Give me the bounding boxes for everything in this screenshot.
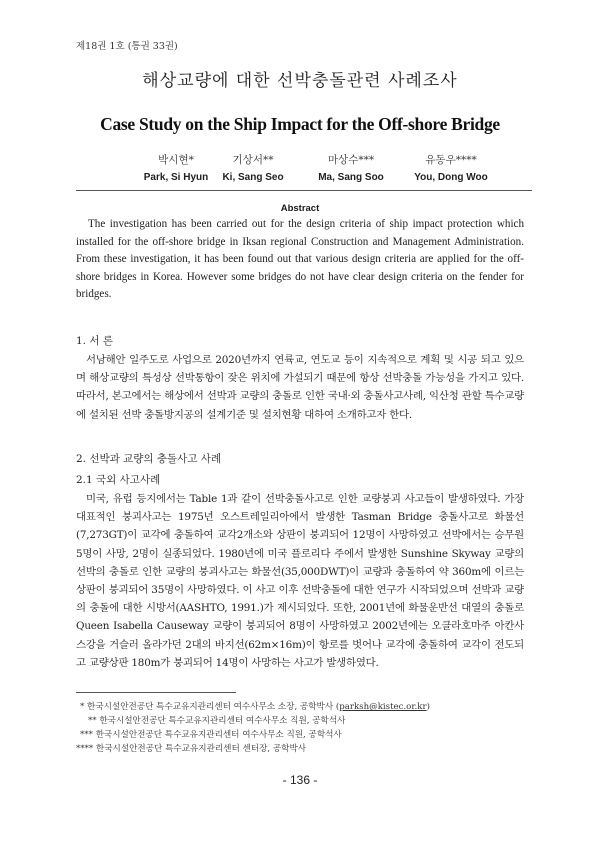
footnote-mark: ** [88,716,97,726]
footnote-close: ) [426,702,430,712]
author-name-korean: 기상서** [232,154,274,166]
title-korean: 해상교량에 대한 선박충돌관련 사례조사 [142,71,458,91]
author-name-korean: 박시현* [158,154,194,166]
footnote [76,742,306,754]
footnote-mark: * [80,702,85,712]
email-link[interactable]: parksh@kistec.or.kr [339,702,427,712]
author-name-english: You, Dong Woo [414,172,488,183]
abstract-heading: Abstract [280,203,320,214]
page-number: - 136 - [282,773,318,787]
footnote-text: 한국시설안전공단 특수교유지관리센터 여수사무소 소장, 공학박사 ( [87,702,340,712]
footnote [88,714,345,726]
footnote-mark: **** [76,744,94,754]
author-name-english: Ki, Sang Seo [222,172,284,183]
divider [76,190,532,191]
footnote [80,728,342,740]
section-heading-introduction: 1. 서 론 [76,335,113,347]
footnote-mark: *** [80,730,93,740]
footnote [80,700,430,712]
author-name-english: Ma, Sang Soo [318,172,384,183]
author-name-korean: 유동우**** [425,154,477,166]
footnote-text: 한국시설안전공단 특수교유지관리센터 여수사무소 직원, 공학석사 [99,716,346,726]
author-name-korean: 마상수*** [327,154,375,166]
footnote-text: 한국시설안전공단 특수교유지관리센터 여수사무소 직원, 공학석사 [95,730,342,740]
footnote-text: 한국시설안전공단 특수교유지관리센터 센터장, 공학박사 [95,744,307,754]
footnote-divider [76,692,236,693]
title-english: Case Study on the Ship Impact for the Off-shore Bridge [100,114,500,134]
introduction-paragraph: 서남해안 일주도로 사업으로 2020년까지 연륙교, 연도교 등이 지속적으로 계획 및 시공 되고 있으며 해상교량의 특성상 선박통항이 잦은 위치에 가설되기 때문에 항상 선박충돌 가능성을 가지고 있다. 따라서, 본고에서는 해상에서 선박과 교량의 충돌로 인한 국내·외 충돌사고사례, 익산청 관할 특수교량에 설치된 선박 충돌방지공의 설계기준 및 설치현황 대하여 소개하고자 한다. [76,354,524,421]
subsection-heading-overseas-cases: 2.1 국외 사고사례 [76,474,161,486]
running-header: 제18권 1호 (통권 33권) [76,41,178,52]
author [391,152,511,183]
abstract-text: The investigation has been carried out for the design criteria of ship impact protection which installed for the off-shore bridge in Iksan regional Construction and Management Administration. From these investigation, it has been found out that various design criteria are applied for the off-shore bridges in Korea. However some bridges do not have clear design criteria on the fender for bridges. [76,218,524,300]
overseas-cases-paragraph: 미국, 유럽 등지에서는 Table 1과 같이 선박충돌사고로 인한 교량붕괴 사고들이 발생하였다. 가장 대표적인 붕괴사고는 1975년 오스트레일리아에서 발생한 Tasman Bridge 충돌사고로 화물선(7,273GT)이 교각에 충돌하여 교각2개소와 상판이 붕괴되어 12명이 사망하였고 선박에서는 승무원 5명이 사망, 2명이 실종되었다. 1980년에 미국 플로리다 주에서 발생한 Sunshine Skyway 교량의 선박의 충돌로 인한 교량의 붕괴사고는 화물선(35,000DWT)이 교량과 충돌하여 약 360m에 이르는 상판이 붕괴되어 35명이 사망하였다. 이 사고 이후 선박충돌에 대한 연구가 시작되었으며 선박과 교량의 충돌에 대한 시방서(AASHTO, 1991.)가 제시되었다. 또한, 2001년에 화물운반선 대열의 충돌로 Queen Isabella Causeway 교량이 붕괴되어 8명이 사망하였고 2002년에는 오클라호마주 아칸사스강을 거슬러 올라가던 2대의 바지선(62m×16m)이 항로를 벗어나 교각에 충돌하여 교각이 전도되고 교량상판 180m가 붕괴되어 14명이 사망하는 사고가 발생하였다. [76,493,524,669]
author-name-english: Park, Si Hyun [143,172,209,183]
section-heading-collision-cases: 2. 선박과 교량의 충돌사고 사례 [76,453,222,465]
